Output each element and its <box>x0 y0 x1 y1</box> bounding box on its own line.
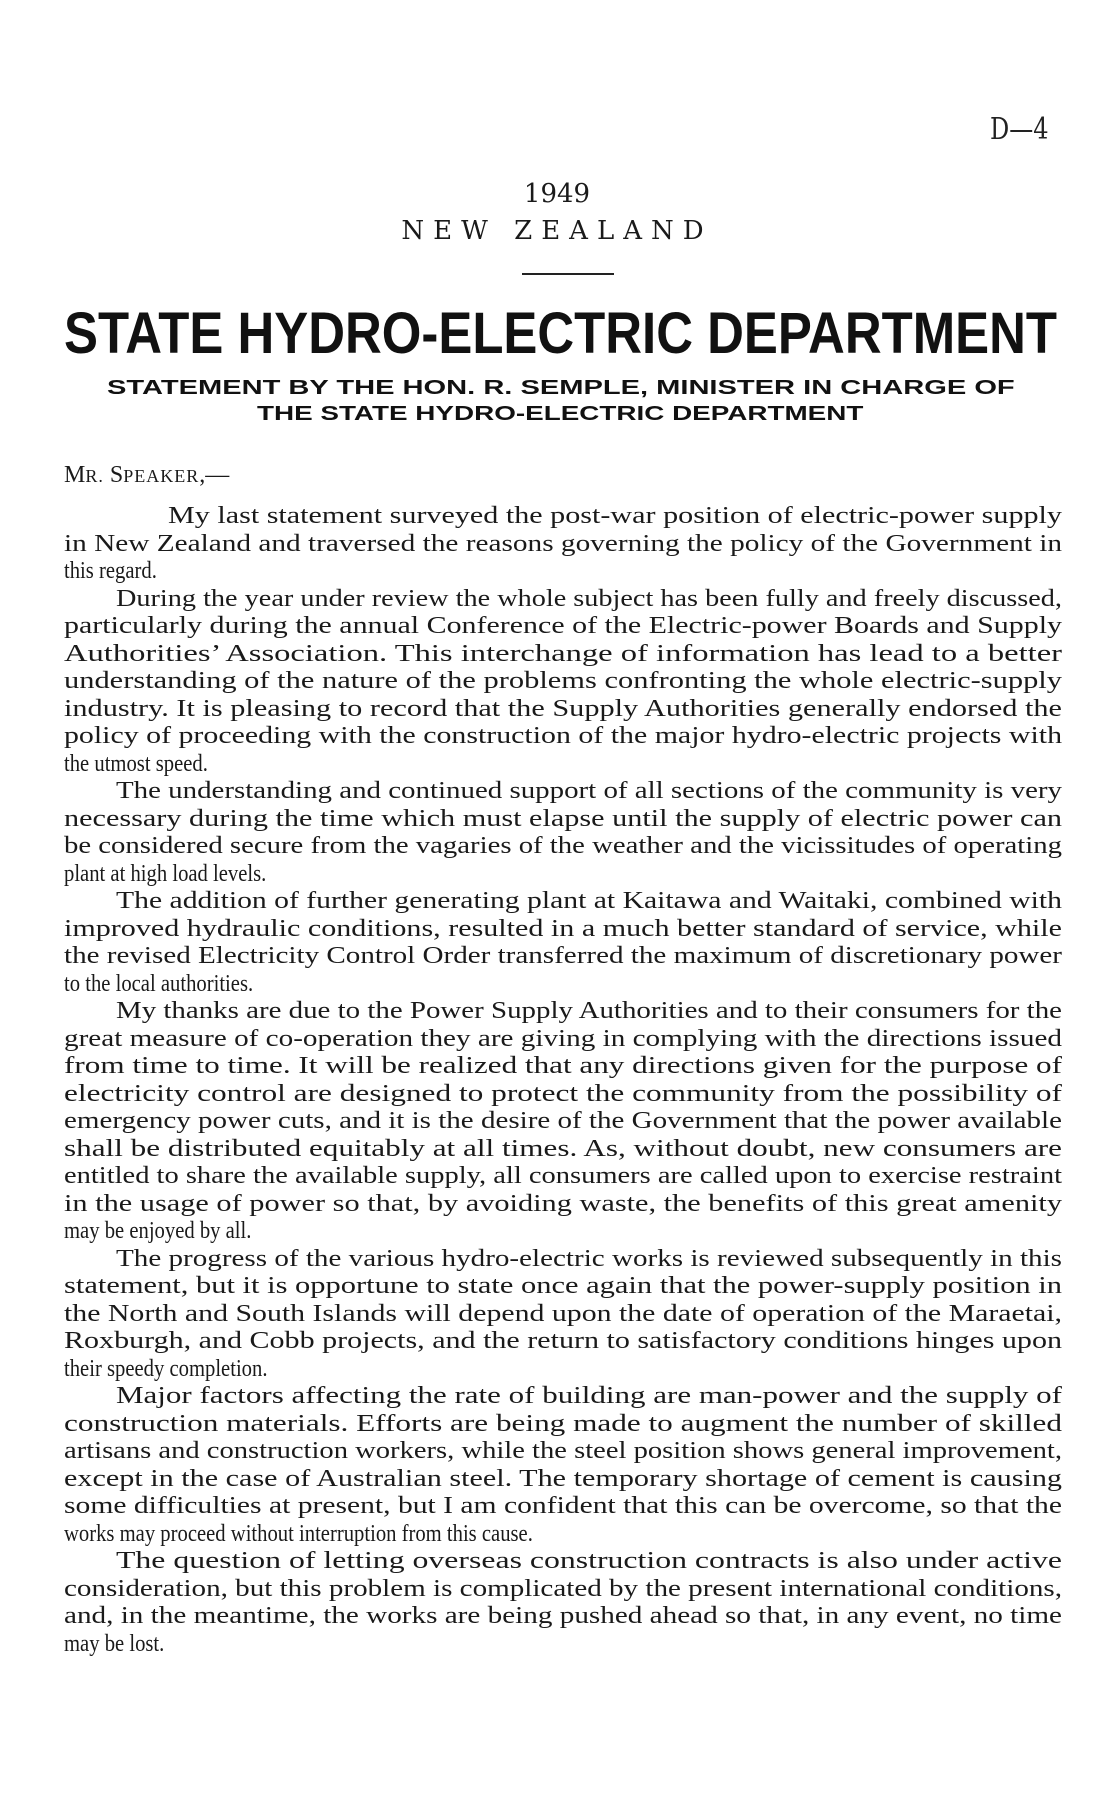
line-text: Major factors affecting the rate of building are man-power and the supply of <box>116 1383 1062 1409</box>
line-text: electricity control are designed to protect the community from the possibility of <box>64 1080 1062 1107</box>
subtitle-line-1: STATEMENT BY THE HON. R. SEMPLE, MINISTER IN CHARGE OF <box>107 377 1015 399</box>
line-text: The question of letting overseas construction contracts is also under active <box>116 1548 1062 1574</box>
paragraph-line <box>64 751 1062 779</box>
paragraph-line <box>64 1026 1062 1054</box>
line-text: the revised Electricity Control Order transferred the maximum of discretionary power <box>64 943 1062 969</box>
paragraph-line <box>64 641 1062 669</box>
line-text: statement, but it is opportune to state once again that the power-supply position in <box>64 1273 1062 1299</box>
line-text: The understanding and continued support of all sections of the community is very <box>116 778 1062 804</box>
paragraph-line <box>64 943 1062 971</box>
paragraph-line <box>64 558 1062 586</box>
paragraph-line <box>64 503 1062 531</box>
paragraph-line <box>64 1163 1062 1191</box>
line-text: the North and South Islands will depend upon the date of operation of the Maraetai, <box>64 1300 1062 1327</box>
paragraph-line <box>64 1136 1062 1164</box>
document-year: 1949 <box>523 179 591 209</box>
paragraph-line <box>64 723 1062 751</box>
paragraph-line <box>64 861 1062 889</box>
paragraph-line <box>64 971 1062 999</box>
subtitle-line-2: THE STATE HYDRO-ELECTRIC DEPARTMENT <box>257 403 864 425</box>
line-text: My thanks are due to the Power Supply Authorities and to their consumers for the <box>116 998 1062 1024</box>
paragraph-line <box>64 1383 1062 1411</box>
title-divider <box>522 273 614 275</box>
paragraph-line <box>64 1603 1062 1631</box>
line-text: My last statement surveyed the post-war position of electric-power supply <box>168 503 1062 529</box>
line-text: some difficulties at present, but I am confident that this can be overcome, so that the <box>64 1493 1062 1519</box>
line-text: from time to time. It will be realized that any directions given for the purpose of <box>64 1053 1062 1079</box>
line-text: necessary during the time which must elapse until the supply of electric power can <box>64 805 1062 832</box>
line-text: artisans and construction workers, while the steel position shows general improvement, <box>64 1438 1062 1464</box>
line-text: construction materials. Efforts are being made to augment the number of skilled <box>64 1410 1062 1437</box>
salutation-part: M <box>64 462 86 488</box>
line-text: plant at high load levels. <box>64 860 267 887</box>
paragraph-line <box>64 806 1062 834</box>
paragraph-line <box>64 1576 1062 1604</box>
document-country: NEW ZEALAND <box>401 216 713 246</box>
salutation-part: PEAKER <box>123 466 200 486</box>
line-text: The addition of further generating plant at Kaitawa and Waitaki, combined with <box>116 888 1062 914</box>
line-text: During the year under review the whole subject has been fully and freely discussed, <box>116 585 1062 612</box>
line-text: emergency power cuts, and it is the desire of the Government that the power available <box>64 1108 1062 1134</box>
line-text: be considered secure from the vagaries of the weather and the vicissitudes of operating <box>64 833 1062 859</box>
line-text: except in the case of Australian steel. The temporary shortage of cement is causing <box>64 1465 1062 1492</box>
paragraph-line <box>64 696 1062 724</box>
line-text: the utmost speed. <box>64 750 208 777</box>
line-text: policy of proceeding with the construction of the major hydro-electric projects with <box>64 723 1062 749</box>
paragraph-line <box>64 1108 1062 1136</box>
line-text: industry. It is pleasing to record that the Supply Authorities generally endorsed the <box>64 695 1062 722</box>
line-text: understanding of the nature of the problems confronting the whole electric-supply <box>64 668 1062 694</box>
paragraph-line <box>64 1053 1062 1081</box>
line-text: shall be distributed equitably at all times. As, without doubt, new consumers are <box>64 1135 1062 1162</box>
line-text: works may proceed without interruption from this cause. <box>64 1520 533 1547</box>
paragraph-line <box>64 1246 1062 1274</box>
paragraph-line <box>64 1356 1062 1384</box>
line-text: in New Zealand and traversed the reasons governing the policy of the Government in <box>64 530 1062 557</box>
paragraph-line <box>64 833 1062 861</box>
paragraph-line <box>64 1273 1062 1301</box>
paragraph-line <box>64 1521 1062 1549</box>
paragraph-line <box>64 1548 1062 1576</box>
line-text: Authorities’ Association. This interchange of information has lead to a better <box>64 640 1062 667</box>
line-text: to the local authorities. <box>64 970 254 997</box>
paragraph-line <box>64 531 1062 559</box>
page-number: D—4 <box>990 112 1049 147</box>
line-text: and, in the meantime, the works are being pushed ahead so that, in any event, no time <box>64 1603 1062 1629</box>
paragraph-line <box>64 1438 1062 1466</box>
line-text: consideration, but this problem is complicated by the present international conditions, <box>64 1575 1062 1602</box>
paragraph-line <box>64 1493 1062 1521</box>
paragraph-line <box>64 1411 1062 1439</box>
paragraph-line <box>64 613 1062 641</box>
line-text: this regard. <box>64 558 157 584</box>
line-text: Roxburgh, and Cobb projects, and the return to satisfactory conditions hinges upon <box>64 1328 1062 1354</box>
line-text: may be enjoyed by all. <box>64 1218 252 1244</box>
salutation-part: R. <box>85 466 104 486</box>
paragraph-line <box>64 1081 1062 1109</box>
paragraph-line <box>64 1328 1062 1356</box>
paragraph-line <box>64 1301 1062 1329</box>
line-text: their speedy completion. <box>64 1355 268 1382</box>
paragraph-line <box>64 1218 1062 1246</box>
page-title: STATE HYDRO-ELECTRIC DEPARTMENT <box>64 301 1057 366</box>
line-text: great measure of co-operation they are giving in complying with the directions issued <box>64 1025 1062 1052</box>
paragraph-line <box>64 586 1062 614</box>
paragraph-line <box>64 668 1062 696</box>
line-text: entitled to share the available supply, all consumers are called upon to exercise restraint <box>64 1163 1062 1189</box>
paragraph-line <box>64 916 1062 944</box>
line-text: may be lost. <box>64 1630 165 1657</box>
salutation-part: ,— <box>199 462 230 488</box>
statement-body <box>64 503 1062 1658</box>
paragraph-line <box>64 1191 1062 1219</box>
line-text: improved hydraulic conditions, resulted in a much better standard of service, while <box>64 915 1062 942</box>
paragraph-line <box>64 1631 1062 1659</box>
salutation-part: S <box>109 462 124 488</box>
paragraph-line <box>64 1466 1062 1494</box>
paragraph-line <box>64 998 1062 1026</box>
line-text: The progress of the various hydro-electric works is reviewed subsequently in this <box>116 1245 1062 1272</box>
line-text: particularly during the annual Conference of the Electric-power Boards and Supply <box>64 613 1062 639</box>
line-text: in the usage of power so that, by avoiding waste, the benefits of this great amenity <box>64 1190 1062 1217</box>
paragraph-line <box>64 778 1062 806</box>
salutation <box>64 462 229 489</box>
paragraph-line <box>64 888 1062 916</box>
